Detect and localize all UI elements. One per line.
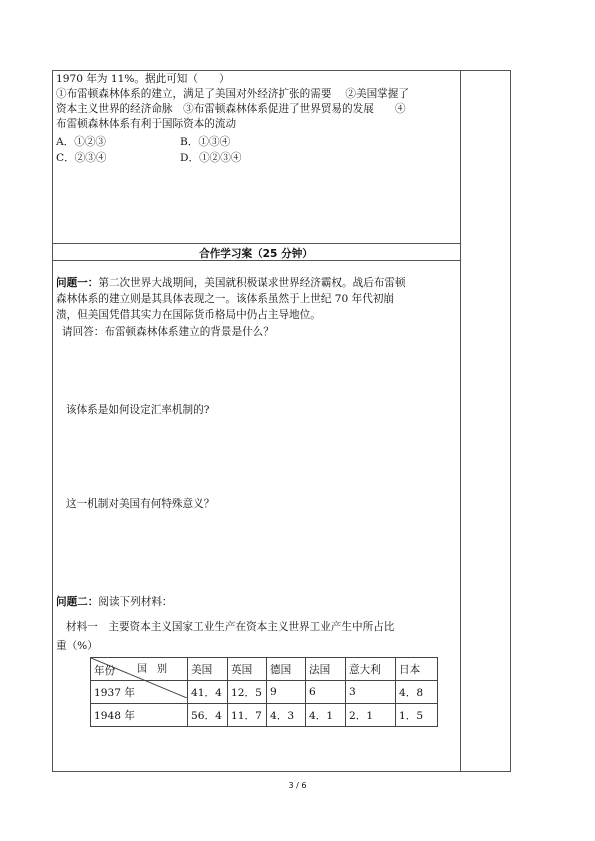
option-a: A．①②③ <box>56 136 107 148</box>
diagonal-header-cell <box>91 658 188 681</box>
option-d: D．①②③④ <box>180 152 242 164</box>
question-line-4: 布雷顿森林体系有利于国际资本的流动 <box>56 118 237 130</box>
problem1-question-3: 这一机制对美国有何特殊意义？ <box>66 498 215 510</box>
material-line-2: 重（%） <box>56 640 98 652</box>
problem1-question-1: 请回答：布雷顿森林体系建立的背景是什么？ <box>62 326 274 338</box>
country-header: 德国 <box>267 658 306 681</box>
problem1-text-1: 第二次世界大战期间，美国就积极谋求世界经济霸权。战后布雷顿 <box>98 277 406 289</box>
problem2-label: 问题二： <box>56 596 99 608</box>
header-country-label: 国 别 <box>137 664 167 675</box>
value-cell: 1．5 <box>396 704 438 727</box>
question-line-2: ①布雷顿森林体系的建立，满足了美国对外经济扩张的需要 ②美国掌握了 <box>56 88 409 100</box>
option-c: C．②③④ <box>56 152 107 164</box>
table-row <box>91 704 438 727</box>
value-cell: 4．1 <box>306 704 346 727</box>
year-cell: 1937 年 <box>91 681 188 704</box>
value-cell: 2．1 <box>346 704 396 727</box>
country-header: 法国 <box>306 658 346 681</box>
problem1-question-2: 该体系是如何设定汇率机制的? <box>66 404 210 416</box>
option-b: B．①③④ <box>180 136 231 148</box>
page-number: 3 / 6 <box>288 781 307 790</box>
table-header-row <box>91 658 438 681</box>
country-header: 意大利 <box>346 658 396 681</box>
year-cell: 1948 年 <box>91 704 188 727</box>
section-divider-top <box>52 243 460 244</box>
value-cell: 6 <box>306 681 346 704</box>
section-title: 合作学习案（25 分钟） <box>199 248 313 260</box>
value-cell: 9 <box>267 681 306 704</box>
header-year-label: 年份 <box>94 665 116 677</box>
value-cell: 56．4 <box>188 704 228 727</box>
value-cell: 41．4 <box>188 681 228 704</box>
country-header: 美国 <box>188 658 228 681</box>
problem2-intro: 阅读下列材料： <box>98 596 173 608</box>
value-cell: 3 <box>346 681 396 704</box>
problem1-line-3: 溃，但美国凭借其实力在国际货币格局中仍占主导地位。 <box>56 309 321 321</box>
problem2-line <box>56 595 456 610</box>
problem1-line-2: 森林体系的建立则是其具体表现之一。该体系虽然于上世纪 70 年代初崩 <box>56 293 395 305</box>
value-cell: 12．5 <box>228 681 267 704</box>
problem1-label: 问题一： <box>56 277 99 289</box>
country-header: 英国 <box>228 658 267 681</box>
industry-share-table <box>90 657 438 727</box>
question-line-1: 1970 年为 11%。据此可知（ ） <box>56 73 230 85</box>
country-header: 日本 <box>396 658 438 681</box>
value-cell: 11．7 <box>228 704 267 727</box>
material-line-1: 材料一 主要资本主义国家工业生产在资本主义世界工业产生中所占比 <box>66 621 395 633</box>
problem1-line-1 <box>56 276 456 291</box>
value-cell: 4．3 <box>267 704 306 727</box>
value-cell: 4．8 <box>396 681 438 704</box>
right-column-divider <box>460 70 461 772</box>
question-line-3: 资本主义世界的经济命脉 ③布雷顿森林体系促进了世界贸易的发展 ④ <box>56 103 406 115</box>
